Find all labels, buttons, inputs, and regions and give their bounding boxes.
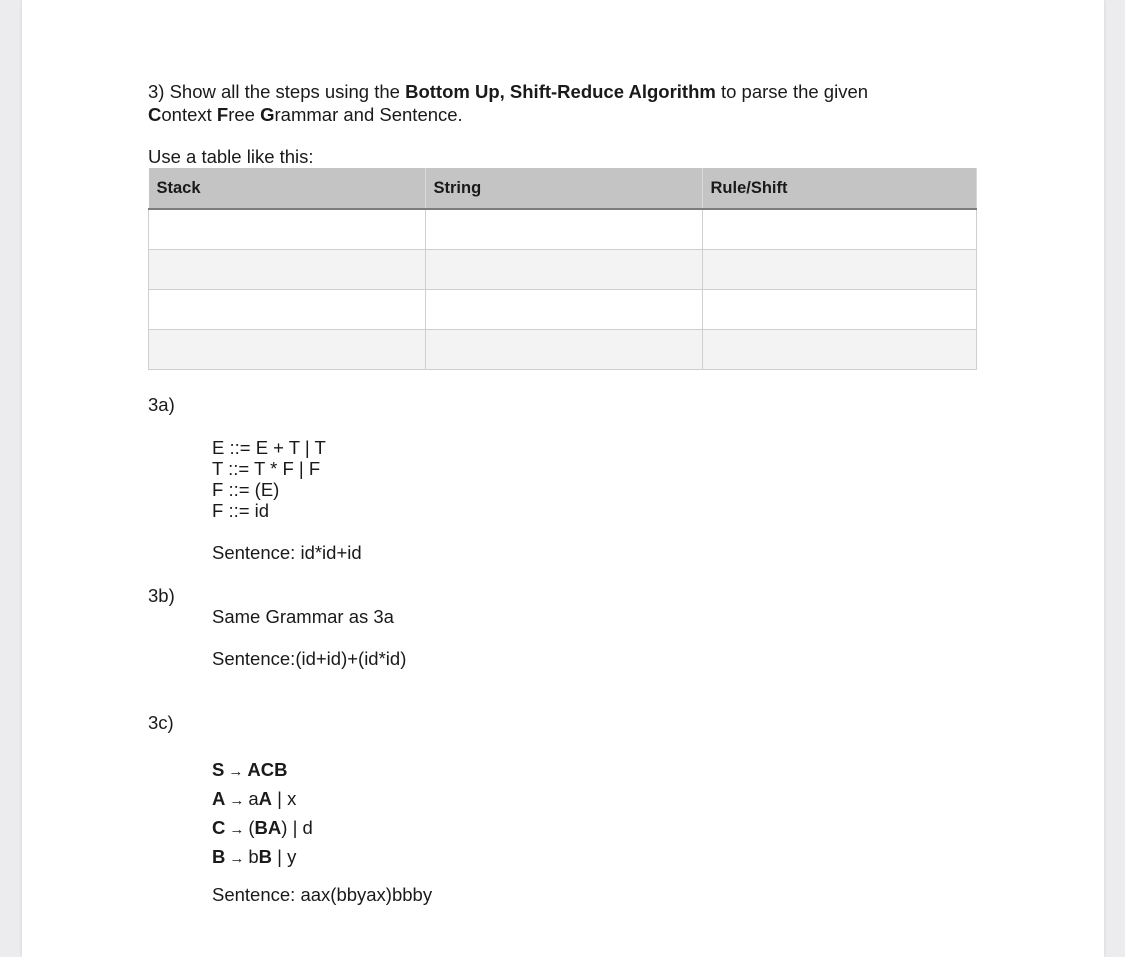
cfg-ree: ree: [228, 104, 261, 125]
rule-rhs: (BA) | d: [248, 817, 313, 838]
table-row: [149, 250, 977, 290]
question-number: 3): [148, 81, 165, 102]
table-cell: [425, 290, 702, 330]
arrow-icon: →: [229, 821, 245, 838]
cfg-c: C: [148, 104, 162, 125]
grammar-rule: [212, 843, 313, 872]
table-cell: [702, 250, 977, 290]
grammar-rule: [212, 785, 313, 814]
arrow-icon: →: [229, 850, 245, 867]
rule-rhs: ACB: [247, 759, 288, 780]
question-title: [148, 80, 968, 126]
header-stack: Stack: [149, 168, 426, 209]
grammar-rule: T ::= T * F | F: [212, 458, 321, 479]
table-cell: [425, 209, 702, 250]
part-a-label: 3a): [148, 394, 175, 415]
table-cell: [149, 290, 426, 330]
part-b-note: Same Grammar as 3a: [212, 606, 394, 627]
table-cell: [149, 209, 426, 250]
rule-rhs: bB | y: [248, 846, 297, 867]
part-b-label: 3b): [148, 585, 175, 606]
rule-lhs: A: [212, 788, 226, 809]
table-row: [149, 209, 977, 250]
shift-reduce-table: [148, 168, 977, 370]
grammar-rule: [212, 814, 313, 843]
document-page: [22, 0, 1104, 957]
part-a-sentence: Sentence: id*id+id: [212, 542, 362, 563]
part-c-label: 3c): [148, 712, 174, 733]
table-cell: [702, 330, 977, 370]
cfg-f: F: [216, 104, 229, 125]
table-cell: [702, 290, 977, 330]
question-post: to parse the given: [720, 81, 869, 102]
question-bold: Bottom Up, Shift-Reduce Algorithm: [405, 81, 716, 102]
grammar-rule: F ::= (E): [212, 479, 280, 500]
rule-lhs: S: [212, 759, 225, 780]
rule-lhs: C: [212, 817, 226, 838]
table-intro: Use a table like this:: [148, 146, 314, 167]
table-cell: [702, 209, 977, 250]
grammar-rule: [212, 756, 313, 785]
cfg-rest: rammar and Sentence.: [274, 104, 463, 125]
part-c-sentence: Sentence: aax(bbyax)bbby: [212, 884, 433, 905]
grammar-rule: F ::= id: [212, 500, 270, 521]
table-row: [149, 290, 977, 330]
rule-lhs: B: [212, 846, 226, 867]
cfg-g: G: [260, 104, 275, 125]
grammar-rule: E ::= E + T | T: [212, 437, 326, 458]
part-c-grammar: [212, 756, 313, 872]
table-cell: [149, 330, 426, 370]
table-cell: [425, 250, 702, 290]
table-cell: [149, 250, 426, 290]
arrow-icon: →: [228, 763, 244, 780]
arrow-icon: →: [229, 792, 245, 809]
rule-rhs: aA | x: [248, 788, 297, 809]
part-b-sentence: Sentence:(id+id)+(id*id): [212, 648, 407, 669]
header-string: String: [425, 168, 702, 209]
table-cell: [425, 330, 702, 370]
header-rule-shift: Rule/Shift: [702, 168, 977, 209]
question-pre: Show all the steps using the: [169, 81, 400, 102]
cfg-ontext: ontext: [161, 104, 217, 125]
table-row: [149, 330, 977, 370]
part-a-grammar: [212, 437, 326, 521]
